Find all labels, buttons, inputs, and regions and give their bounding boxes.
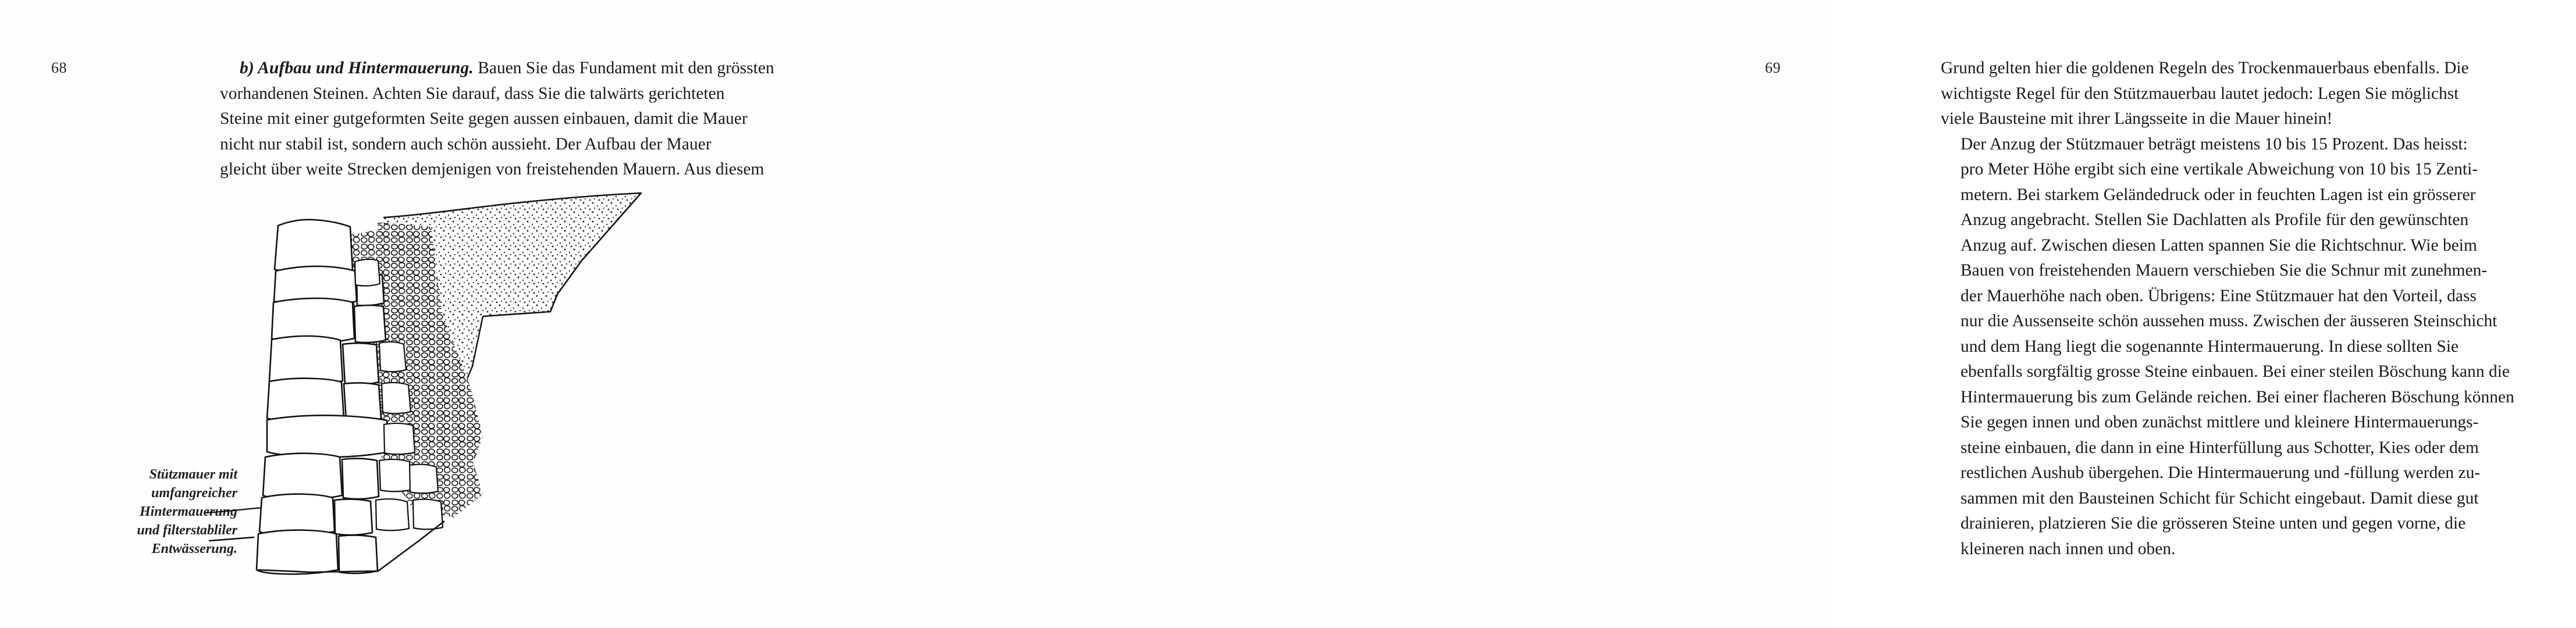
paragraph-line: kleineren nach innen und oben. [1961,539,2176,558]
paragraph-line-text: Bauen Sie das Fundament mit den grössten [473,59,774,77]
paragraph-line: drainieren, platzieren Sie die grösseren Steine unten und gegen vorne, die [1961,514,2466,533]
paragraph-line: metern. Bei starkem Geländedruck oder in feuchten Lagen ist ein grösserer [1961,185,2476,204]
paragraph-line: Der Anzug der Stützmauer beträgt meistens 10 bis 15 Prozent. Das heisst: [1961,134,2468,154]
figure-caption-line: und filterstabliler [137,523,237,538]
paragraph-line [220,56,820,81]
paragraph-line: der Mauerhöhe nach oben. Übrigens: Eine Stützmauer hat den Vorteil, dass [1961,286,2477,305]
paragraph-anzug-der-stuetzmauer [1941,132,2576,562]
paragraph-line: Anzug angebracht. Stellen Sie Dachlatten als Profile für den gewünschten [1961,210,2469,229]
page-left [0,0,916,628]
folio-page-number-left: 68 [51,59,67,76]
figure-caption-line: Stützmauer mit [149,467,237,482]
paragraph-line: steine einbauen, die dann in eine Hinterfüllung aus Schotter, Kies oder dem [1961,438,2479,457]
text-column-left [220,56,820,183]
paragraph-line: sammen mit den Bausteinen Schicht für Schicht eingebaut. Damit diese gut [1961,488,2479,508]
paragraph-line: Steine mit einer gutgeformten Seite gegen aussen einbauen, damit die Mauer [220,109,748,128]
paragraph-line: Anzug auf. Zwischen diesen Latten spannen Sie die Richtschnur. Wie beim [1961,236,2477,255]
paragraph-line: Grund gelten hier die goldenen Regeln des Trockenmauerbaus ebenfalls. Die [1941,59,2469,77]
paragraph-line: Hintermauerung bis zum Gelände reichen. Bei einer flacheren Böschung können [1961,387,2514,406]
paragraph-grund-gelten [1941,56,2576,132]
paragraph-line: Sie gegen innen und oben zunächst mittlere und kleinere Hintermauerungs- [1961,413,2479,431]
figure-caption-line: Hintermauerung [139,504,237,519]
folio-page-number-right: 69 [1765,59,1781,76]
page-right [916,0,2514,628]
paragraph-line: pro Meter Höhe ergibt sich eine vertikale Abweichung von 10 bis 15 Zenti- [1961,160,2478,179]
paragraph-line: und dem Hang liegt die sogenannte Hintermauerung. In diese sollten Sie [1961,337,2459,356]
paragraph-line: restlichen Aushub übergehen. Die Hintermauerung und -füllung werden zu- [1961,463,2481,482]
retaining-wall-svg [209,192,710,564]
paragraph-line: nicht nur stabil ist, sondern auch schön aussieht. Der Aufbau der Mauer [220,134,711,154]
paragraph-line: wichtigste Regel für den Stützmauerbau lautet jedoch: Legen Sie möglichst [1941,84,2459,103]
paragraph-line: vorhandenen Steinen. Achten Sie darauf, dass Sie die talwärts gerichteten [220,84,725,103]
figure-caption-line: Entwässerung. [151,541,237,556]
paragraph-line: nur die Aussenseite schön aussehen muss. Zwischen der äusseren Steinschicht [1961,312,2497,330]
paragraph-aufbau-und-hintermauerung [220,56,820,183]
paragraph-line: viele Bausteine mit ihrer Längsseite in die Mauer hinein! [1941,109,2333,128]
text-column-right [1941,56,2576,562]
ground-line [209,537,254,541]
figure-caption-line: umfangreicher [151,486,237,501]
paragraph-line: Bauen von freistehenden Mauern verschieben Sie die Schnur mit zunehmen- [1961,261,2488,280]
retaining-wall-illustration [209,192,710,564]
paragraph-line: gleicht über weite Strecken demjenigen von freistehenden Mauern. Aus diesem [220,160,764,179]
run-italic-lead: b) Aufbau und Hintermauerung. [240,59,474,77]
paragraph-line: ebenfalls sorgfältig grosse Steine einbauen. Bei einer steilen Böschung kann die [1961,362,2510,381]
